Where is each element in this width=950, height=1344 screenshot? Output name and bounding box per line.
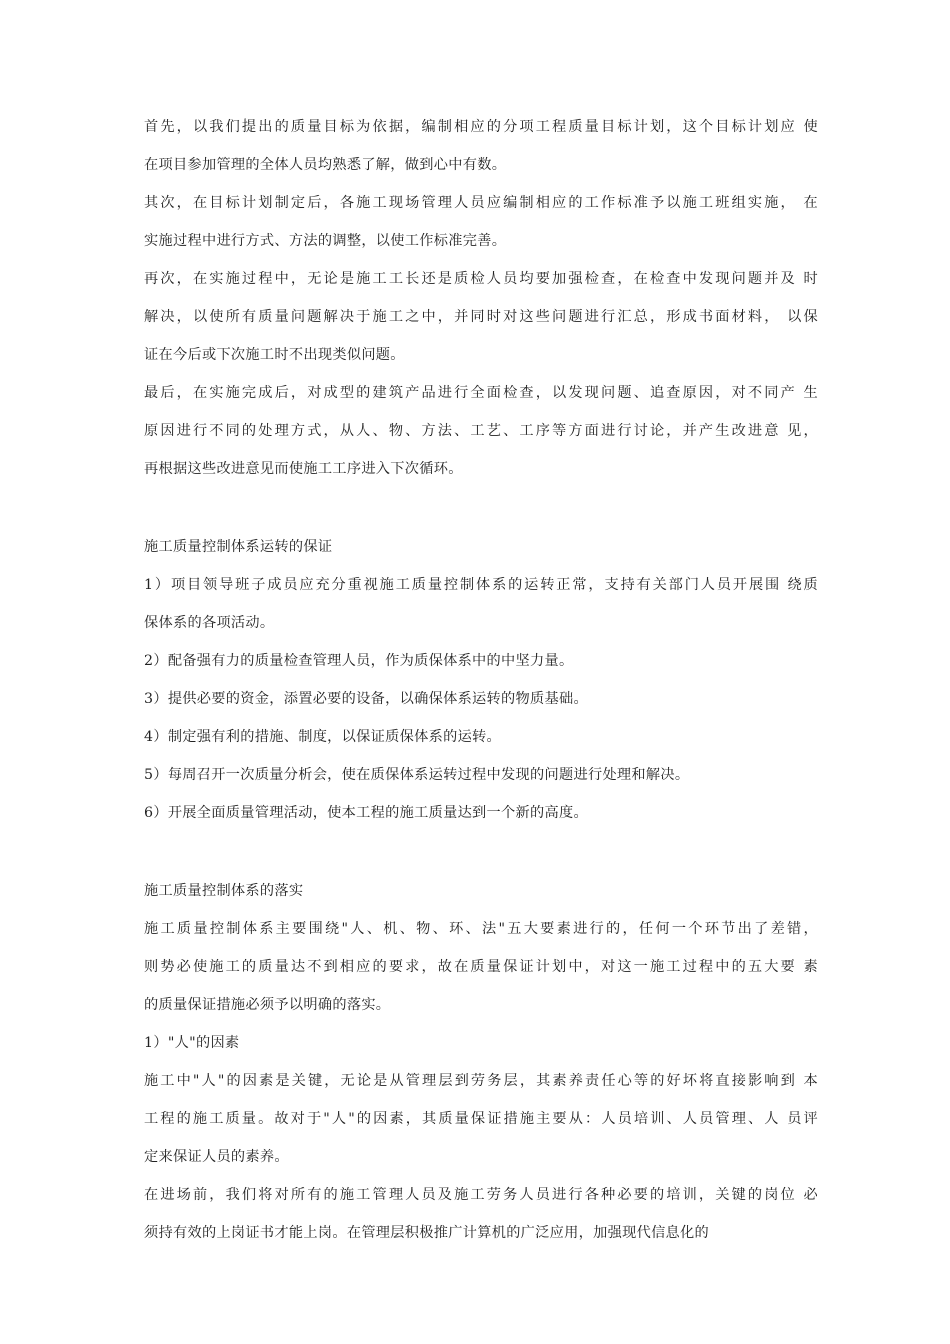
text-line: 定来保证人员的素养。 (144, 1149, 289, 1165)
list-item-continuation: 保体系的各项活动。 (144, 615, 275, 631)
section-system-implementation (144, 882, 818, 1242)
text-line: 实施过程中进行方式、方法的调整，以使工作标准完善。 (144, 233, 507, 249)
list-item: 1）项目领导班子成员应充分重视施工质量控制体系的运转正常，支持有关部门人员开展围 绕质 (144, 577, 818, 593)
text-line: 再次，在实施过程中，无论是施工工长还是质检人员均要加强检查，在检查中发现问题并及 时 (144, 271, 818, 287)
section-heading: 施工质量控制体系运转的保证 (144, 539, 333, 555)
section-heading: 施工质量控制体系的落实 (144, 883, 304, 899)
list-item: 4）制定强有利的措施、制度，以保证质保体系的运转。 (144, 729, 502, 745)
paragraph-inspection (144, 270, 818, 364)
list-item: 2）配备强有力的质量检查管理人员，作为质保体系中的中坚力量。 (144, 653, 574, 669)
text-line: 施工中"人"的因素是关键，无论是从管理层到劳务层，其素养责任心等的好坏将直接影响到 本 (144, 1073, 818, 1089)
text-line: 其次，在目标计划制定后，各施工现场管理人员应编制相应的工作标准予以施工班组实施， 在 (144, 195, 818, 211)
text-line: 施工质量控制体系主要围绕"人、机、物、环、法"五大要素进行的，任何一个环节出了差错， (144, 921, 818, 937)
section-system-guarantee (144, 538, 818, 822)
text-line: 原因进行不同的处理方式，从人、物、方法、工艺、工序等方面进行讨论，并产生改进意 见， (144, 423, 818, 439)
text-line: 须持有效的上岗证书才能上岗。在管理层积极推广计算机的广泛应用，加强现代信息化的 (144, 1225, 710, 1241)
list-item: 3）提供必要的资金，添置必要的设备，以确保体系运转的物质基础。 (144, 691, 588, 707)
text-line: 再根据这些改进意见而使施工工序进入下次循环。 (144, 461, 463, 477)
text-line: 在进场前，我们将对所有的施工管理人员及施工劳务人员进行各种必要的培训，关键的岗位 必 (144, 1187, 818, 1203)
text-line: 则势必使施工的质量达不到相应的要求，故在质量保证计划中，对这一施工过程中的五大要 素 (144, 959, 818, 975)
paragraph-goal-plan (144, 118, 818, 174)
text-line: 首先，以我们提出的质量目标为依据，编制相应的分项工程质量目标计划，这个目标计划应 使 (144, 119, 818, 135)
text-line: 证在今后或下次施工时不出现类似问题。 (144, 347, 405, 363)
text-line: 工程的施工质量。故对于"人"的因素，其质量保证措施主要从：人员培训、人员管理、人 员评 (144, 1111, 818, 1127)
text-line: 解决，以使所有质量问题解决于施工之中，并同时对这些问题进行汇总，形成书面材料， 以保 (144, 309, 818, 325)
text-line: 最后，在实施完成后，对成型的建筑产品进行全面检查，以发现问题、追查原因，对不同产 生 (144, 385, 818, 401)
paragraph-final-check (144, 384, 818, 478)
list-item: 6）开展全面质量管理活动，使本工程的施工质量达到一个新的高度。 (144, 805, 588, 821)
text-line: 的质量保证措施必须予以明确的落实。 (144, 997, 391, 1013)
document-page (144, 118, 818, 1242)
subsection-heading: 1）"人"的因素 (144, 1035, 240, 1051)
paragraph-work-standards (144, 194, 818, 250)
list-item: 5）每周召开一次质量分析会，使在质保体系运转过程中发现的问题进行处理和解决。 (144, 767, 690, 783)
text-line: 在项目参加管理的全体人员均熟悉了解，做到心中有数。 (144, 157, 507, 173)
